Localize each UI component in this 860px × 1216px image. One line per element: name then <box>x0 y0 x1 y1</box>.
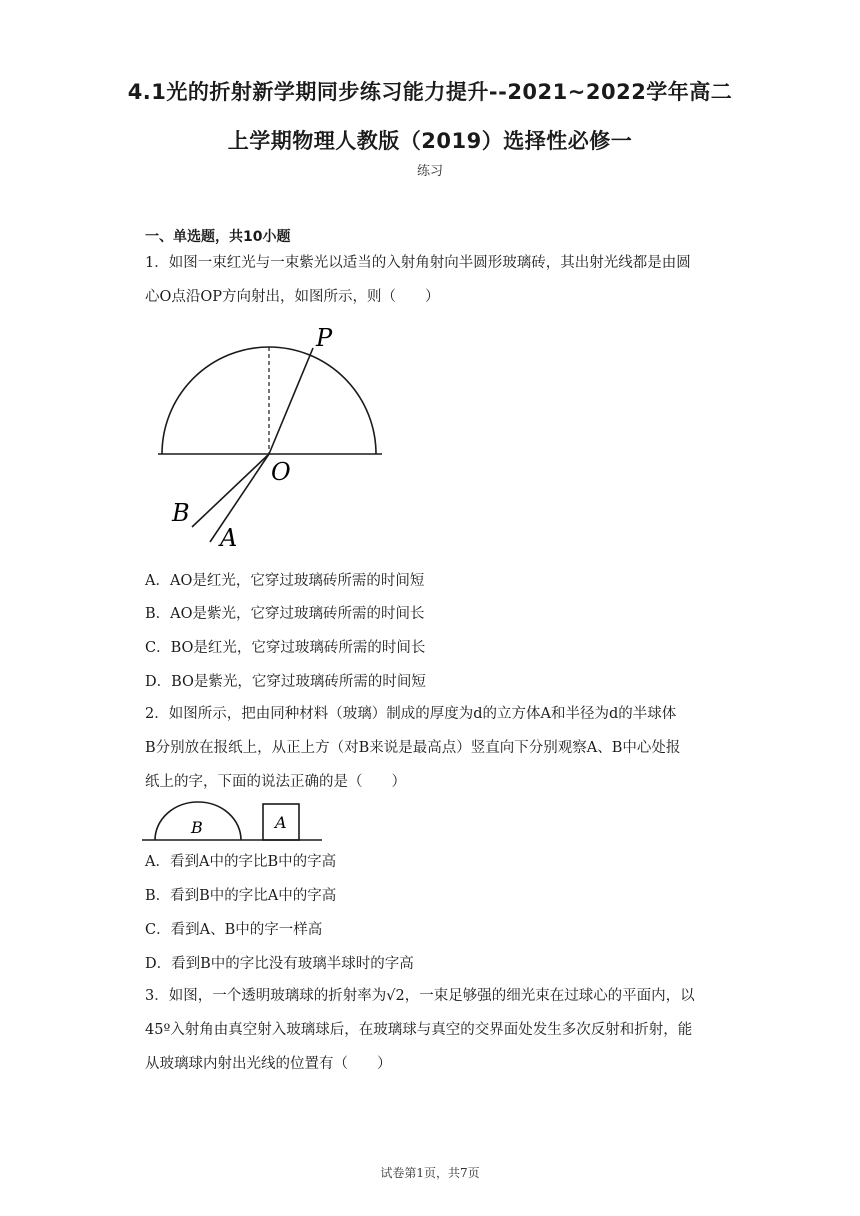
q1-option-d: D．BO是紫光，它穿过玻璃砖所需的时间短 <box>145 674 426 690</box>
label-A: A <box>220 524 238 552</box>
document-title-line2: 上学期物理人教版（2019）选择性必修一 <box>227 129 633 153</box>
ray-BO <box>192 454 269 527</box>
q3-text-line2: 45º入射角由真空射入玻璃球后，在玻璃球与真空的交界面处发生多次反射和折射，能 <box>145 1022 693 1038</box>
label-B: B <box>191 818 203 837</box>
label-A: A <box>275 813 287 832</box>
q1-option-b: B．AO是紫光，它穿过玻璃砖所需的时间长 <box>145 606 425 622</box>
q1-text-line1: 1．如图一束红光与一束紫光以适当的入射角射向半圆形玻璃砖，其出射光线都是由圆 <box>145 255 691 271</box>
q2-option-d: D．看到B中的字比没有玻璃半球时的字高 <box>145 956 414 972</box>
label-O: O <box>271 458 291 486</box>
q2-cube-hemisphere-figure <box>140 796 330 844</box>
ray-OP <box>269 348 313 454</box>
q1-option-c: C．BO是红光，它穿过玻璃砖所需的时间长 <box>145 640 426 656</box>
page-footer: 试卷第1页，共7页 <box>380 1166 480 1180</box>
q2-text-line2: B分别放在报纸上，从正上方（对B来说是最高点）竖直向下分别观察A、B中心处报 <box>145 740 681 756</box>
label-B: B <box>172 499 190 527</box>
q3-text-line3: 从玻璃球内射出光线的位置有（ ） <box>145 1056 392 1072</box>
q2-text-line1: 2．如图所示，把由同种材料（玻璃）制成的厚度为d的立方体A和半径为d的半球体 <box>145 706 677 722</box>
label-P: P <box>316 324 333 352</box>
document-title-line1: 4.1光的折射新学期同步练习能力提升--2021~2022学年高二 <box>127 80 733 104</box>
q2-option-c: C．看到A、B中的字一样高 <box>145 922 323 938</box>
document-subtitle: 练习 <box>416 164 443 179</box>
q2-option-b: B．看到B中的字比A中的字高 <box>145 888 337 904</box>
section-header: 一、单选题，共10小题 <box>145 229 291 245</box>
q2-text-line3: 纸上的字，下面的说法正确的是（ ） <box>145 774 406 790</box>
q1-text-line2: 心O点沿OP方向射出，如图所示，则（ ） <box>145 289 440 305</box>
q1-option-a: A．AO是红光，它穿过玻璃砖所需的时间短 <box>145 573 425 589</box>
q3-text-line1: 3．如图，一个透明玻璃球的折射率为√2，一束足够强的细光束在过球心的平面内，以 <box>145 988 695 1004</box>
q2-option-a: A．看到A中的字比B中的字高 <box>145 854 337 870</box>
ray-AO <box>210 454 269 542</box>
q1-semicircle-figure <box>150 320 390 552</box>
